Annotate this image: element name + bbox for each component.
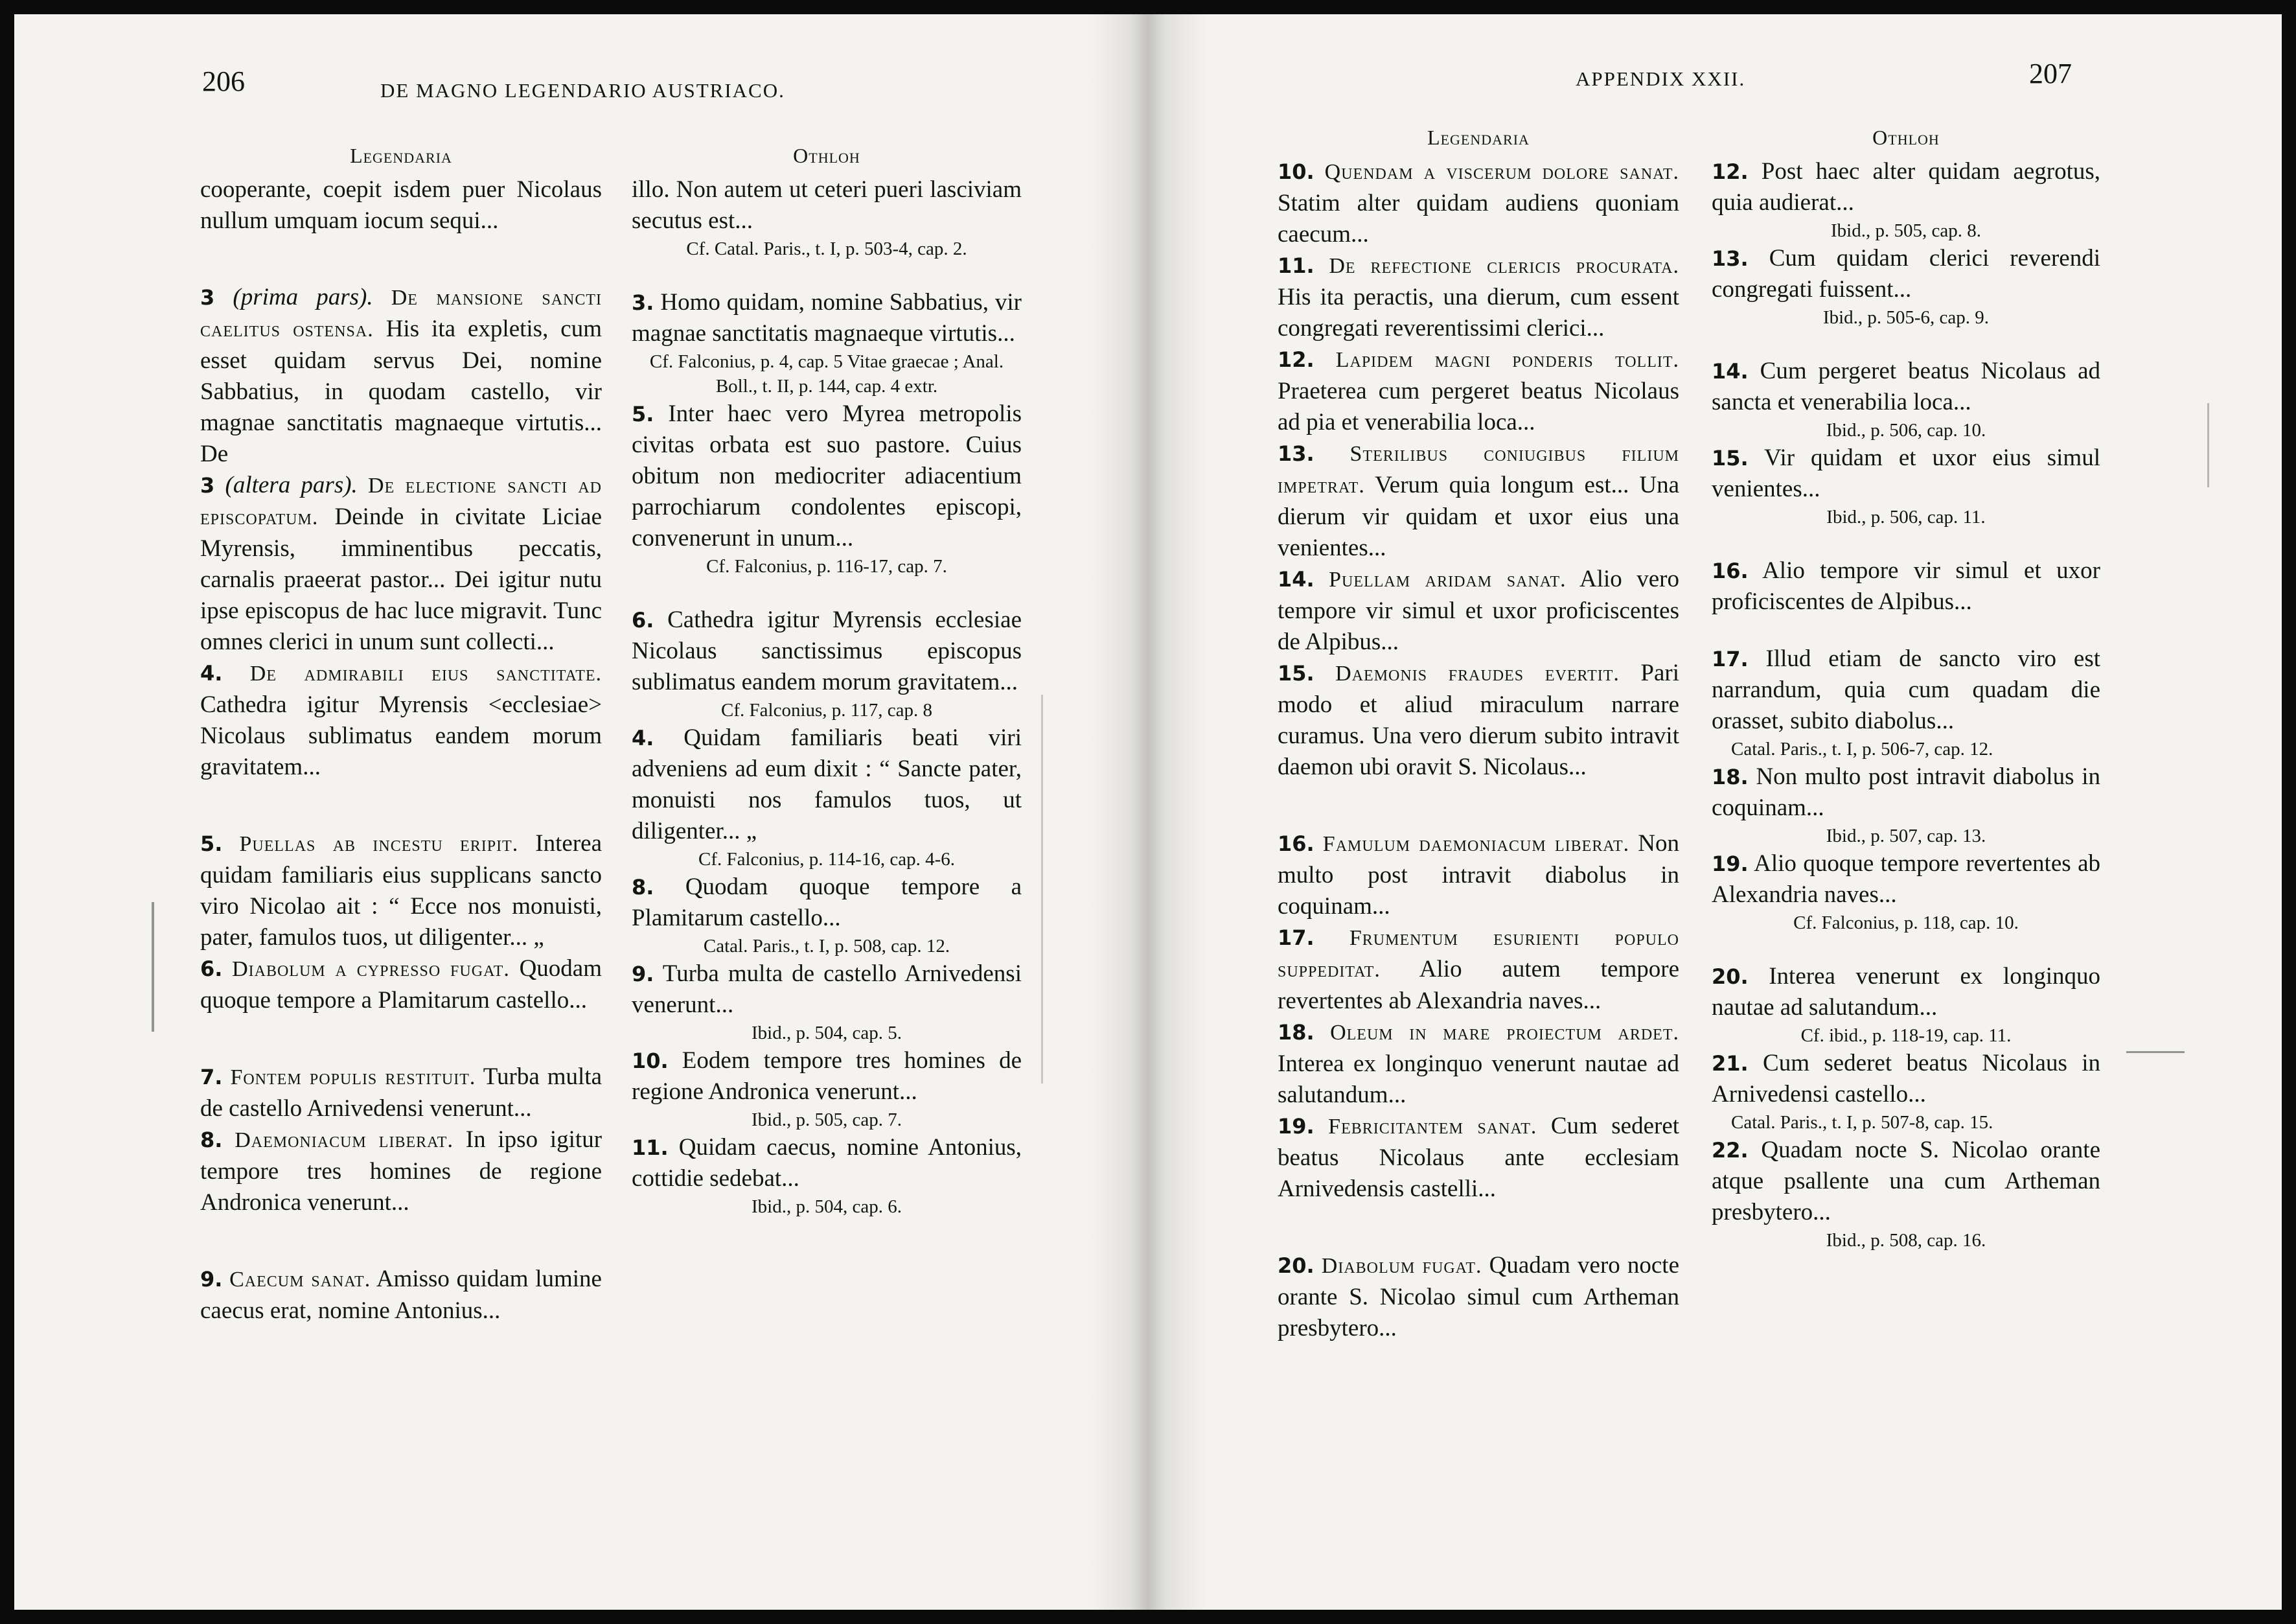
entry: 13. Sterilibus coniugibus filium impetrat. Verum quia longum est... Una dierum vir quidam et uxor eius una venientes... <box>1278 441 1679 561</box>
entry: 12. Post haec alter quidam aegrotus, quia audierat... <box>1712 158 2101 216</box>
entry: 19. Alio quoque tempore revertentes ab Alexandria naves... <box>1712 850 2100 908</box>
entry: 9. Caecum sanat. Amisso quidam lumine caecus erat, nomine Antonius... <box>200 1266 602 1324</box>
citation: Ibid., p. 505-6, cap. 9. <box>1822 307 1990 328</box>
running-head: DE MAGNO LEGENDARIO AUSTRIACO. <box>380 79 785 102</box>
right-page <box>1167 14 2282 1610</box>
entry: 3. Homo quidam, nomine Sabbatius, vir magnae sanctitatis magnaeque virtutis... <box>632 289 1022 347</box>
entry: 22. Quadam nocte S. Nicolao orante atque psallente una cum Artheman presbytero... <box>1712 1137 2100 1225</box>
entry: 5. Puellas ab incestu eripit. Interea quidam familiaris eius supplicans sancto viro Nicolao ait : “ Ecce nos monuisti, pater, famulos tuos, ut diligenter... „ <box>200 830 602 951</box>
page-number: 207 <box>2029 58 2072 89</box>
margin-pencil-mark <box>1041 695 1043 1084</box>
citation: Catal. Paris., t. I, p. 507-8, cap. 15. <box>1731 1112 1993 1133</box>
citation: Ibid., p. 508, cap. 16. <box>1826 1230 1986 1251</box>
column-othloh <box>1712 126 2100 1253</box>
entry: 10. Eodem tempore tres homines de regione Andronica venerunt... <box>632 1047 1022 1105</box>
running-head: APPENDIX XXII. <box>1576 67 1746 90</box>
entry: 13. Cum quidam clerici reverendi congregati fuissent... <box>1712 245 2100 303</box>
entry: 17. Frumentum esurienti populo suppeditat. Alio autem tempore revertentes ab Alexandria naves... <box>1278 925 1679 1014</box>
entry: 4. De admirabili eius sanctitate. Cathedra igitur Myrensis <ecclesiae> Nicolaus sublimatus eandem morum gravitatem... <box>200 661 603 780</box>
entry: cooperante, coepit isdem puer Nicolaus nullum umquam iocum sequi... <box>200 176 602 234</box>
page-number: 206 <box>202 65 245 97</box>
entry: 16. Alio tempore vir simul et uxor proficiscentes de Alpibus... <box>1712 557 2100 615</box>
column-legendaria <box>200 144 602 1327</box>
entry: 17. Illud etiam de sancto viro est narrandum, quia cum quadam die orasset, subito diabolus... <box>1712 645 2101 734</box>
column-heading: Legendaria <box>1427 126 1530 149</box>
column-legendaria <box>1278 126 1679 1344</box>
citation: Catal. Paris., t. I, p. 508, cap. 12. <box>703 936 950 957</box>
entry: 11. Quidam caecus, nomine Antonius, cottidie sedebat... <box>632 1134 1022 1192</box>
citation: Cf. Falconius, p. 117, cap. 8 <box>721 700 932 721</box>
scanned-book-spread <box>14 14 2282 1610</box>
citation: Ibid., p. 507, cap. 13. <box>1826 826 1986 846</box>
entry: 15. Daemonis fraudes evertit. Pari modo et aliud miraculum narrare curamus. Una vero dierum subito intravit daemon ubi oravit S. Nicolaus... <box>1278 660 1680 780</box>
entry: 3 (prima pars). De mansione sancti caelitus ostensa. His ita expletis, cum esset quidam servus Dei, nomine Sabbatius, in quodam castello, vir magnae sanctitatis magnaeque virtutis... De <box>200 284 603 467</box>
entry: illo. Non autem ut ceteri pueri lasciviam secutus est... <box>632 176 1022 234</box>
citation: Ibid., p. 506, cap. 11. <box>1826 507 1986 528</box>
citation: Ibid., p. 506, cap. 10. <box>1826 420 1986 441</box>
entry: 5. Inter haec vero Myrea metropolis civitas orbata est suo pastore. Cuius obitum non mediocriter adiacentium parrochiarum condolentes episcopi, convenerunt in unum... <box>632 400 1022 551</box>
entry: 15. Vir quidam et uxor eius simul venientes... <box>1712 445 2100 502</box>
entry: 18. Non multo post intravit diabolus in coquinam... <box>1712 763 2101 821</box>
entry: 10. Quendam a viscerum dolore sanat. Statim alter quidam audiens quoniam caecum... <box>1278 159 1679 248</box>
entry: 19. Febricitantem sanat. Cum sederet beatus Nicolaus ante ecclesiam Arnivedensis castelli... <box>1278 1113 1680 1202</box>
citation: Ibid., p. 505, cap. 8. <box>1831 220 1981 241</box>
entry: 21. Cum sederet beatus Nicolaus in Arnivedensi castello... <box>1712 1050 2100 1108</box>
entry: 12. Lapidem magni ponderis tollit. Praeterea cum pergeret beatus Nicolaus ad pia et venerabilia loca... <box>1278 347 1680 435</box>
column-othloh <box>632 144 1022 1219</box>
entry: 3 (altera pars). De electione sancti ad episcopatum. Deinde in civitate Liciae Myrensis, imminentibus peccatis, carnalis praeerat pastor... Dei igitur nutu ipse episcopus de hac luce migravit. Tunc omnes clerici in unum sunt collecti... <box>200 472 603 655</box>
citation: Cf. ibid., p. 118-19, cap. 11. <box>1800 1025 2012 1046</box>
citation: Cf. Falconius, p. 116-17, cap. 7. <box>706 556 947 577</box>
entry: 16. Famulum daemoniacum liberat. Non multo post intravit diabolus in coquinam... <box>1278 830 1680 920</box>
entry: 20. Interea venerunt ex longinquo nautae ad salutandum... <box>1712 963 2100 1021</box>
citation: Cf. Catal. Paris., t. I, p. 503-4, cap. 2. <box>686 238 967 259</box>
entry: 6. Diabolum a cypresso fugat. Quodam quoque tempore a Plamitarum castello... <box>200 955 602 1014</box>
entry: 8. Quodam quoque tempore a Plamitarum castello... <box>632 874 1022 931</box>
citation: Cf. Falconius, p. 4, cap. 5 Vitae graecae ; Anal. Boll., t. II, p. 144, cap. 4 extr. <box>649 351 1004 397</box>
entry: 18. Oleum in mare proiectum ardet. Interea ex longinquo venerunt nautae ad salutandum... <box>1278 1020 1679 1108</box>
entry: 14. Cum pergeret beatus Nicolaus ad sancta et venerabilia loca... <box>1712 358 2101 415</box>
column-heading: Othloh <box>793 144 860 167</box>
entry: 7. Fontem populis restituit. Turba multa de castello Arnivedensi venerunt... <box>200 1063 603 1122</box>
citation: Ibid., p. 505, cap. 7. <box>752 1109 902 1130</box>
column-heading: Othloh <box>1872 126 1940 149</box>
column-heading: Legendaria <box>350 144 452 167</box>
entry: 4. Quidam familiaris beati viri adveniens ad eum dixit : “ Sancte pater, monuisti nos famulos tuos, ut diligenter... „ <box>632 725 1022 844</box>
margin-pencil-mark <box>2207 403 2209 487</box>
margin-pencil-mark <box>2126 1051 2185 1053</box>
citation: Ibid., p. 504, cap. 5. <box>752 1023 902 1043</box>
entry: 11. De refectione clericis procurata. His ita peractis, una dierum, cum essent congregati reverentissimi clerici... <box>1278 253 1680 342</box>
entry: 8. Daemoniacum liberat. In ipso igitur tempore tres homines de regione Andronica venerunt... <box>200 1126 603 1216</box>
citation: Cf. Falconius, p. 114-16, cap. 4-6. <box>698 849 955 870</box>
entry: 9. Turba multa de castello Arnivedensi venerunt... <box>632 960 1022 1018</box>
left-page <box>14 14 1129 1610</box>
citation: Catal. Paris., t. I, p. 506-7, cap. 12. <box>1731 739 1993 760</box>
citation: Cf. Falconius, p. 118, cap. 10. <box>1793 912 2019 933</box>
citation: Ibid., p. 504, cap. 6. <box>752 1196 902 1217</box>
entry: 14. Puellam aridam sanat. Alio vero tempore vir simul et uxor proficiscentes de Alpibus... <box>1278 566 1679 655</box>
entry: 6. Cathedra igitur Myrensis ecclesiae Nicolaus sanctissimus episcopus sublimatus eandem morum gravitatem... <box>632 607 1022 695</box>
entry: 20. Diabolum fugat. Quadam vero nocte orante S. Nicolao simul cum Artheman presbytero... <box>1278 1252 1679 1341</box>
margin-pencil-mark <box>152 902 154 1032</box>
